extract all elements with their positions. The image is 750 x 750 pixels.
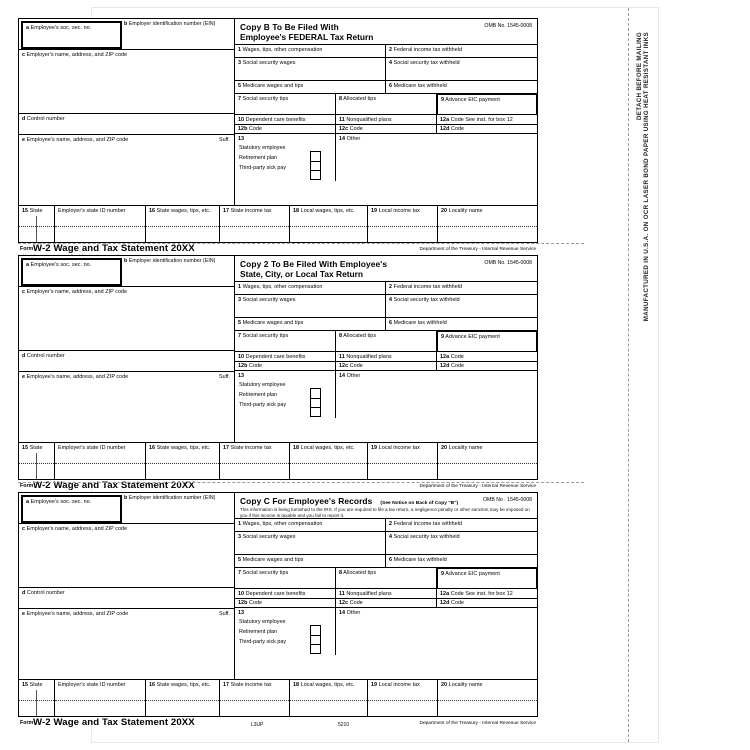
box-d-control-number[interactable]: d Control number: [19, 588, 234, 609]
box-e-employee[interactable]: e Employee's name, address, and ZIP code Suff.: [22, 610, 230, 617]
box-12c[interactable]: 12c Code: [336, 362, 437, 372]
box-4[interactable]: 4 Social security tax withheld: [386, 58, 537, 81]
box-13[interactable]: 13 Statutory employee Retirement plan Third-party sick pay: [235, 371, 336, 418]
box-19[interactable]: 19 Local income tax: [368, 680, 438, 716]
employer-employee-column: [19, 256, 235, 442]
box-19[interactable]: 19 Local income tax: [368, 443, 438, 479]
box-12b[interactable]: 12b Code: [235, 362, 336, 372]
copy-c-grid: [18, 492, 538, 717]
detach-before-mailing-text: DETACH BEFORE MAILING: [636, 32, 643, 121]
box-7[interactable]: 7 Social security tips: [235, 331, 336, 352]
copy-2-grid: [18, 255, 538, 480]
horizontal-perforation-line: [18, 482, 584, 483]
box-18[interactable]: 18 Local wages, tips, etc.: [290, 443, 368, 479]
box-1[interactable]: 1 Wages, tips, other compensation: [235, 282, 386, 295]
footer-form-title: W-2 Wage and Tax Statement 20XX: [33, 480, 195, 491]
suffix-label: Suff.: [219, 610, 230, 617]
box-12c[interactable]: 12c Code: [336, 599, 437, 609]
suffix-label: Suff.: [219, 136, 230, 143]
third-party-sick-pay-checkbox[interactable]: [310, 644, 321, 654]
box-13-line: Statutory employee: [239, 145, 286, 152]
footer-code-1: L3UP: [251, 721, 264, 728]
copy-b-grid: [18, 18, 538, 243]
box-2[interactable]: 2 Federal income tax withheld: [386, 519, 537, 532]
detach-strip: [612, 8, 658, 742]
statutory-employee-checkbox[interactable]: [310, 151, 321, 161]
box-2[interactable]: 2 Federal income tax withheld: [386, 282, 537, 295]
box-8[interactable]: 8 Allocated tips: [336, 331, 437, 352]
box-5[interactable]: 5 Medicare wages and tips: [235, 555, 386, 568]
box-12d[interactable]: 12d Code: [437, 125, 537, 135]
box-12c[interactable]: 12c Code: [336, 125, 437, 135]
copy-header-title: Copy 2 To Be Filed With Employee's: [240, 259, 388, 269]
box-a-ssn[interactable]: a Employee's soc. sec. no.: [21, 495, 122, 523]
box-13[interactable]: 13 Statutory employee Retirement plan Third-party sick pay: [235, 134, 336, 181]
box-7[interactable]: 7 Social security tips: [235, 94, 336, 115]
box-d-control-number[interactable]: d Control number: [19, 114, 234, 135]
box-16[interactable]: 16 State wages, tips, etc.: [146, 443, 220, 479]
copy-header-body: This information is being furnished to the IRS. If you are required to file a tax return, a negligence penalty or other sanction may be imposed on you if this income is taxable and you fail to report it.: [240, 507, 530, 518]
box-13-line: Third-party sick pay: [239, 164, 287, 171]
box-13-line: Third-party sick pay: [239, 638, 287, 645]
box-17[interactable]: 17 State income tax: [220, 443, 290, 479]
box-3[interactable]: 3 Social security wages: [235, 532, 386, 555]
footer-form-title: W-2 Wage and Tax Statement 20XX: [33, 717, 195, 728]
box-9[interactable]: 9 Advance EIC payment: [437, 331, 537, 352]
box-9[interactable]: 9 Advance EIC payment: [437, 568, 537, 589]
box-11[interactable]: 11 Nonqualified plans: [336, 352, 437, 362]
box-13-line: Retirement plan: [239, 155, 278, 162]
footer-form-word: Form: [20, 245, 34, 252]
box-16[interactable]: 16 State wages, tips, etc.: [146, 206, 220, 242]
box-10[interactable]: 10 Dependent care benefits: [235, 352, 336, 362]
retirement-plan-checkbox[interactable]: [310, 398, 321, 408]
box-7[interactable]: 7 Social security tips: [235, 568, 336, 589]
box-12a[interactable]: 12a Code See inst. for box 12: [437, 589, 537, 599]
box-15-state[interactable]: 15 State: [19, 206, 55, 242]
copy-footer: [18, 717, 538, 737]
copy-c: [18, 492, 538, 737]
box-15-state[interactable]: 15 State: [19, 443, 55, 479]
box-4[interactable]: 4 Social security tax withheld: [386, 532, 537, 555]
box-13-checkboxes: [310, 151, 321, 180]
box-15-state[interactable]: 15 State: [19, 680, 55, 716]
statutory-employee-checkbox[interactable]: [310, 625, 321, 635]
employer-employee-column: [19, 493, 235, 679]
copy-2: [18, 255, 538, 500]
employer-employee-column: [19, 19, 235, 205]
box-13-checkboxes: [310, 388, 321, 417]
footer-code-2: 5210: [338, 721, 350, 728]
box-15-employer-state-id[interactable]: Employer's state ID number: [55, 443, 146, 479]
box-8[interactable]: 8 Allocated tips: [336, 94, 437, 115]
omb-number: OMB No . 1545-0008: [482, 497, 532, 503]
copy-header-subtitle: State, City, or Local Tax Return: [240, 269, 364, 279]
box-e-employee[interactable]: e Employee's name, address, and ZIP code Suff.: [22, 373, 230, 380]
box-c-employer[interactable]: c Employer's name, address, and ZIP code: [19, 50, 234, 114]
box-6[interactable]: 6 Medicare tax withheld: [386, 555, 537, 568]
box-e-employee[interactable]: e Employee's name, address, and ZIP code Suff.: [22, 136, 230, 143]
box-9[interactable]: 9 Advance EIC payment: [437, 94, 537, 115]
box-a-ssn[interactable]: a Employee's soc. sec. no.: [21, 258, 122, 286]
box-12b[interactable]: 12b Code: [235, 599, 336, 609]
copy-header: [235, 19, 537, 45]
box-20[interactable]: 20 Locality name: [438, 680, 537, 716]
box-16[interactable]: 16 State wages, tips, etc.: [146, 680, 220, 716]
box-3[interactable]: 3 Social security wages: [235, 58, 386, 81]
retirement-plan-checkbox[interactable]: [310, 161, 321, 171]
box-d-control-number[interactable]: d Control number: [19, 351, 234, 372]
retirement-plan-checkbox[interactable]: [310, 635, 321, 645]
box-6[interactable]: 6 Medicare tax withheld: [386, 318, 537, 331]
wage-boxes-column: [235, 493, 537, 679]
wage-boxes-column: [235, 19, 537, 205]
copy-header-title: Copy B To Be Filed With: [240, 22, 339, 32]
box-20[interactable]: 20 Locality name: [438, 443, 537, 479]
box-17[interactable]: 17 State income tax: [220, 680, 290, 716]
box-12d[interactable]: 12d Code: [437, 362, 537, 372]
horizontal-perforation-line: [18, 243, 584, 244]
footer-form-word: Form: [20, 482, 34, 489]
box-13-line: Third-party sick pay: [239, 401, 287, 408]
box-1[interactable]: 1 Wages, tips, other compensation: [235, 45, 386, 58]
omb-number: OMB No. 1545-0008: [484, 260, 532, 266]
vertical-perforation-line: [628, 8, 629, 742]
copy-header-subtitle: Employee's FEDERAL Tax Return: [240, 32, 374, 42]
box-4[interactable]: 4 Social security tax withheld: [386, 295, 537, 318]
wage-boxes-column: [235, 256, 537, 442]
box-b-ein[interactable]: b Employer identification number (EIN): [124, 258, 216, 264]
box-8[interactable]: 8 Allocated tips: [336, 568, 437, 589]
box-12a[interactable]: 12a Code See inst. for box 12: [437, 115, 537, 125]
copy-header: [235, 256, 537, 282]
box-c-employer[interactable]: c Employer's name, address, and ZIP code: [19, 524, 234, 588]
copy-header: [235, 493, 537, 519]
box-11[interactable]: 11 Nonqualified plans: [336, 115, 437, 125]
box-15-employer-state-id[interactable]: Employer's state ID number: [55, 680, 146, 716]
box-10[interactable]: 10 Dependent care benefits: [235, 115, 336, 125]
copy-header-notice: (See Notice on Back of Copy "B"): [380, 501, 459, 506]
box-13-line: Retirement plan: [239, 392, 278, 399]
footer-department: Department of the Treasury - Internal Revenue Service: [419, 721, 536, 726]
box-6[interactable]: 6 Medicare tax withheld: [386, 81, 537, 94]
third-party-sick-pay-checkbox[interactable]: [310, 170, 321, 180]
box-13-line: Statutory employee: [239, 619, 286, 626]
box-5[interactable]: 5 Medicare wages and tips: [235, 318, 386, 331]
omb-number: OMB No. 1545-0008: [484, 23, 532, 29]
manufactured-in-usa-text: MANUFACTURED IN U.S.A. ON OCR LASER BOND PAPER USING HEAT RESISTANT INKS: [643, 32, 650, 322]
box-c-employer[interactable]: c Employer's name, address, and ZIP code: [19, 287, 234, 351]
box-18[interactable]: 18 Local wages, tips, etc.: [290, 680, 368, 716]
footer-form-word: Form: [20, 719, 34, 726]
box-12d[interactable]: 12d Code: [437, 599, 537, 609]
box-19[interactable]: 19 Local income tax: [368, 206, 438, 242]
box-15-employer-state-id[interactable]: Employer's state ID number: [55, 206, 146, 242]
box-17[interactable]: 17 State income tax: [220, 206, 290, 242]
third-party-sick-pay-checkbox[interactable]: [310, 407, 321, 417]
box-10[interactable]: 10 Dependent care benefits: [235, 589, 336, 599]
box-13-line: Statutory employee: [239, 382, 286, 389]
box-18[interactable]: 18 Local wages, tips, etc.: [290, 206, 368, 242]
box-20[interactable]: 20 Locality name: [438, 206, 537, 242]
box-14[interactable]: 14 Other: [339, 609, 361, 616]
box-14[interactable]: 14 Other: [339, 372, 361, 379]
box-11[interactable]: 11 Nonqualified plans: [336, 589, 437, 599]
box-13[interactable]: 13 Statutory employee Retirement plan Third-party sick pay: [235, 608, 336, 655]
box-b-ein[interactable]: b Employer identification number (EIN): [124, 21, 216, 27]
box-14[interactable]: 14 Other: [339, 135, 361, 142]
box-b-ein[interactable]: b Employer identification number (EIN): [124, 495, 216, 501]
box-12a[interactable]: 12a Code: [437, 352, 537, 362]
statutory-employee-checkbox[interactable]: [310, 388, 321, 398]
footer-department: Department of the Treasury - Internal Revenue Service: [419, 247, 536, 252]
box-3[interactable]: 3 Social security wages: [235, 295, 386, 318]
copy-header-title: Copy C For Employee's Records: [240, 496, 373, 506]
box-1[interactable]: 1 Wages, tips, other compensation: [235, 519, 386, 532]
footer-department: Department of the Treasury - Internal Revenue Service: [419, 484, 536, 489]
box-13-line: Retirement plan: [239, 629, 278, 636]
copy-b: [18, 18, 538, 263]
box-2[interactable]: 2 Federal income tax withheld: [386, 45, 537, 58]
footer-form-title: W-2 Wage and Tax Statement 20XX: [33, 243, 195, 254]
box-5[interactable]: 5 Medicare wages and tips: [235, 81, 386, 94]
box-12b[interactable]: 12b Code: [235, 125, 336, 135]
box-a-ssn[interactable]: a Employee's soc. sec. no.: [21, 21, 122, 49]
box-13-checkboxes: [310, 625, 321, 654]
suffix-label: Suff.: [219, 373, 230, 380]
